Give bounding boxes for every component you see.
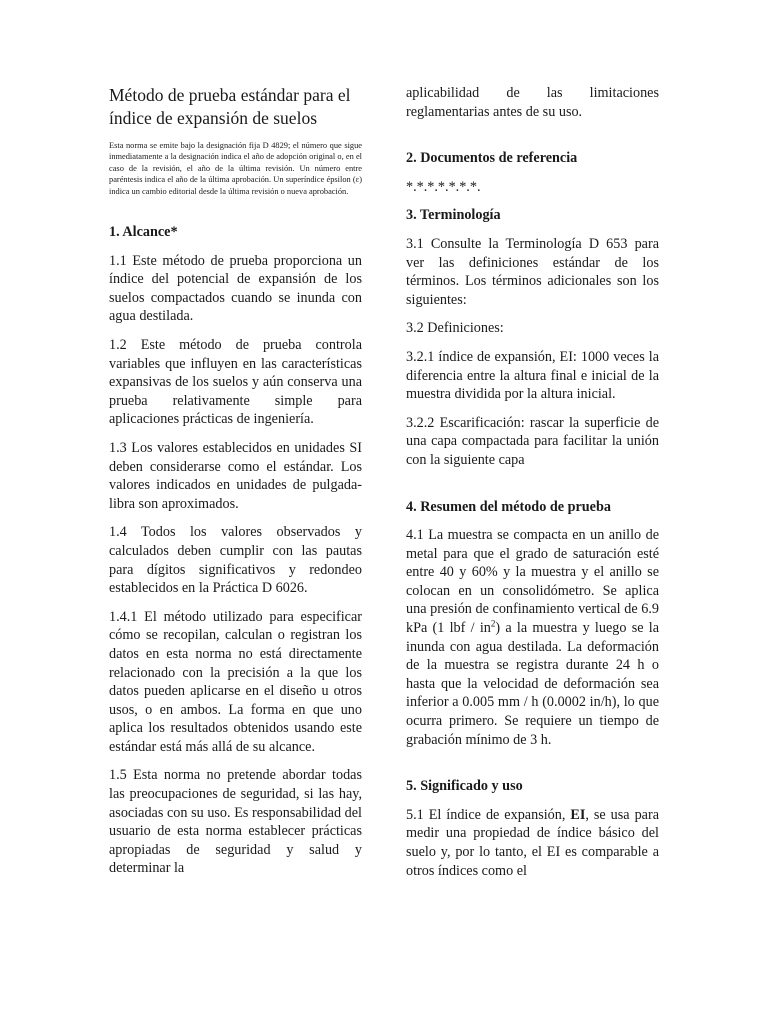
left-column	[109, 84, 362, 888]
section-heading-scope: 1. Alcance*	[109, 224, 178, 241]
paragraph-3-2: 3.2 Definiciones:	[406, 320, 504, 337]
paragraph-1-5-continued: aplicabilidad de las limitaciones reglamentarias antes de su uso.	[406, 85, 659, 120]
paragraph-1-4-1: 1.4.1 El método utilizado para especificar cómo se recopilan, calculan o registran los datos en esta norma no está directamente relacionado con la precisión a la que los datos pueden aplicarse en el diseño u otros usos, o en ambos. La forma en que uno aplica los resultados obtenidos usando este estándar está más allá de su alcance.	[109, 608, 362, 755]
paragraph-5-1-part-a: 5.1 El índice de expansión,	[406, 806, 571, 823]
paragraph-1-4: 1.4 Todos los valores observados y calculados deben cumplir con las pautas para dígitos significativos y redondeo establecidos en la Práctica D 6026.	[109, 524, 362, 597]
right-column	[406, 84, 659, 890]
paragraph-3-1: 3.1 Consulte la Terminología D 653 para ver las definiciones estándar de los términos. Los términos adicionales son los siguientes:	[406, 235, 659, 308]
superscript-2: 2	[490, 618, 496, 629]
paragraph-1-3: 1.3 Los valores establecidos en unidades SI deben considerarse como el estándar. Los valores indicados en unidades de pulgada-libra son aproximados.	[109, 439, 362, 512]
paragraph-4-1-part-b: ) a la muestra y luego se la inunda con agua destilada. La deformación de la muestra se registra durante 24 h o hasta que la velocidad de deformación sea inferior a 0.005 mm / h (0.0002 in/h), lo que ocurra primero. Se requiere un tiempo de grabación mínimo de 3 h.	[406, 620, 660, 748]
paragraph-4-1	[406, 526, 659, 749]
paragraph-3-2-1: 3.2.1 índice de expansión, EI: 1000 veces la diferencia entre la altura final e inicial de la muestra dividida por la altura inicial.	[406, 348, 659, 403]
paragraph-5-1-part-b: , se usa para medir una propiedad de índice básico del suelo y, por lo tanto, el EI es comparable a otros índices como el	[406, 806, 659, 879]
paragraph-1-1: 1.1 Este método de prueba proporciona un índice del potencial de expansión de los suelos compactados cuando se inunda con agua destilada.	[109, 252, 362, 325]
document-title: Método de prueba estándar para el índice de expansión de suelos	[109, 85, 351, 128]
standard-designation-note: Esta norma se emite bajo la designación fija D 4829; el número que sigue inmediatamente a la designación indica el año de adopción original o, en el caso de la revisión, el año de la última revisión. Un número entre paréntesis indica el año de la última aprobación. Un superíndice épsilon (ε) indica un cambio editorial desde la última revisión o nueva aprobación.	[109, 141, 362, 196]
paragraph-1-2: 1.2 Este método de prueba controla variables que influyen en las características expansivas de los suelos y aún conserva una prueba relativamente simple para aplicaciones prácticas de ingeniería.	[109, 337, 362, 428]
ei-term: EI	[570, 806, 586, 823]
section-heading-summary: 4. Resumen del método de prueba	[406, 498, 611, 515]
paragraph-4-1-part-a: 4.1 La muestra se compacta en un anillo de metal para que el grado de saturación esté entre 40 y 60% y la muestra y el anillo se colocan en un consolidómetro. Se aplica una presión de confinamiento vertical de 6.9 kPa (1 lbf / in	[406, 527, 659, 637]
paragraph-1-5: 1.5 Esta norma no pretende abordar todas las preocupaciones de seguridad, si las hay, asociadas con su uso. Es responsabilidad del usuario de esta norma establecer prácticas apropiadas de seguridad y salud y determinar la	[109, 767, 362, 877]
paragraph-5-1	[406, 806, 659, 880]
paragraph-3-2-2: 3.2.2 Escarificación: rascar la superficie de una capa compactada para facilitar la unión con la siguiente capa	[406, 414, 659, 468]
references-placeholder: *.*.*.*.*.*.*.	[406, 178, 481, 195]
section-heading-significance: 5. Significado y uso	[406, 778, 523, 795]
section-heading-terminology: 3. Terminología	[406, 207, 501, 224]
section-heading-references: 2. Documentos de referencia	[406, 150, 578, 167]
